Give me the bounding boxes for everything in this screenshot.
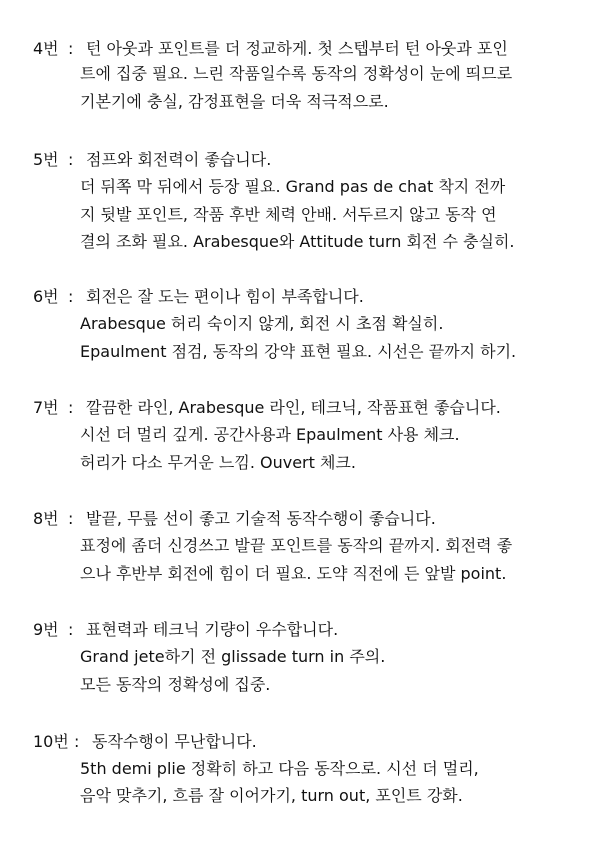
entry-line: Arabesque 허리 숙이지 않게, 회전 시 초점 확실히. <box>80 314 444 333</box>
entry-line: Epaulment 점검, 동작의 강약 표현 필요. 시선은 끝까지 하기. <box>80 342 517 361</box>
entry-line: 턴 아웃과 포인트를 더 정교하게. 첫 스텝부터 턴 아웃과 포인 <box>86 39 508 58</box>
entry-line: 트에 집중 필요. 느린 작품일수록 동작의 정확성이 눈에 띄므로 <box>80 64 513 83</box>
entry-line: 으나 후반부 회전에 힘이 더 필요. 도약 직전에 든 앞발 point. <box>80 564 507 583</box>
entry-line: 기본기에 충실, 감정표현을 더욱 적극적으로. <box>80 92 389 111</box>
entry-line: 점프와 회전력이 좋습니다. <box>86 150 272 169</box>
entry-line: 허리가 다소 무거운 느낌. Ouvert 체크. <box>80 453 356 472</box>
entry-number: 4번 <box>33 39 59 58</box>
entry-number: 6번 <box>33 287 59 306</box>
entry-line: 시선 더 멀리 깊게. 공간사용과 Epaulment 사용 체크. <box>80 425 460 444</box>
entry-separator: : <box>68 620 74 639</box>
entry-line: 동작수행이 무난합니다. <box>92 732 257 751</box>
entry-separator: : <box>68 509 74 528</box>
entry-separator: : <box>74 732 80 751</box>
entry-number: 8번 <box>33 509 59 528</box>
entry-line: 표현력과 테크닉 기량이 우수합니다. <box>86 620 339 639</box>
entry-line: 지 뒷발 포인트, 작품 후반 체력 안배. 서두르지 않고 동작 연 <box>80 205 497 224</box>
entry-line: 음악 맞추기, 흐름 잘 이어가기, turn out, 포인트 강화. <box>80 786 463 805</box>
entry-line: 깔끔한 라인, Arabesque 라인, 테크닉, 작품표현 좋습니다. <box>86 398 501 417</box>
entry-line: 발끝, 무릎 선이 좋고 기술적 동작수행이 좋습니다. <box>86 509 436 528</box>
entry-separator: : <box>68 398 74 417</box>
entry-number: 9번 <box>33 620 59 639</box>
entry-number: 7번 <box>33 398 59 417</box>
entry-separator: : <box>68 39 74 58</box>
entry-line: 표정에 좀더 신경쓰고 발끝 포인트를 동작의 끝까지. 회전력 좋 <box>80 536 513 555</box>
entry-line: 회전은 잘 도는 편이나 힘이 부족합니다. <box>86 287 364 306</box>
entry-line: 결의 조화 필요. Arabesque와 Attitude turn 회전 수 충실히. <box>80 232 515 251</box>
entry-number: 5번 <box>33 150 59 169</box>
entry-separator: : <box>68 287 74 306</box>
entry-line: 5th demi plie 정확히 하고 다음 동작으로. 시선 더 멀리, <box>80 759 479 778</box>
entry-line: Grand jete하기 전 glissade turn in 주의. <box>80 647 386 666</box>
entry-separator: : <box>68 150 74 169</box>
entry-line: 모든 동작의 정확성에 집중. <box>80 675 271 694</box>
entry-line: 더 뒤쪽 막 뒤에서 등장 필요. Grand pas de chat 착지 전까 <box>80 177 506 196</box>
entry-number: 10번 <box>33 732 69 751</box>
